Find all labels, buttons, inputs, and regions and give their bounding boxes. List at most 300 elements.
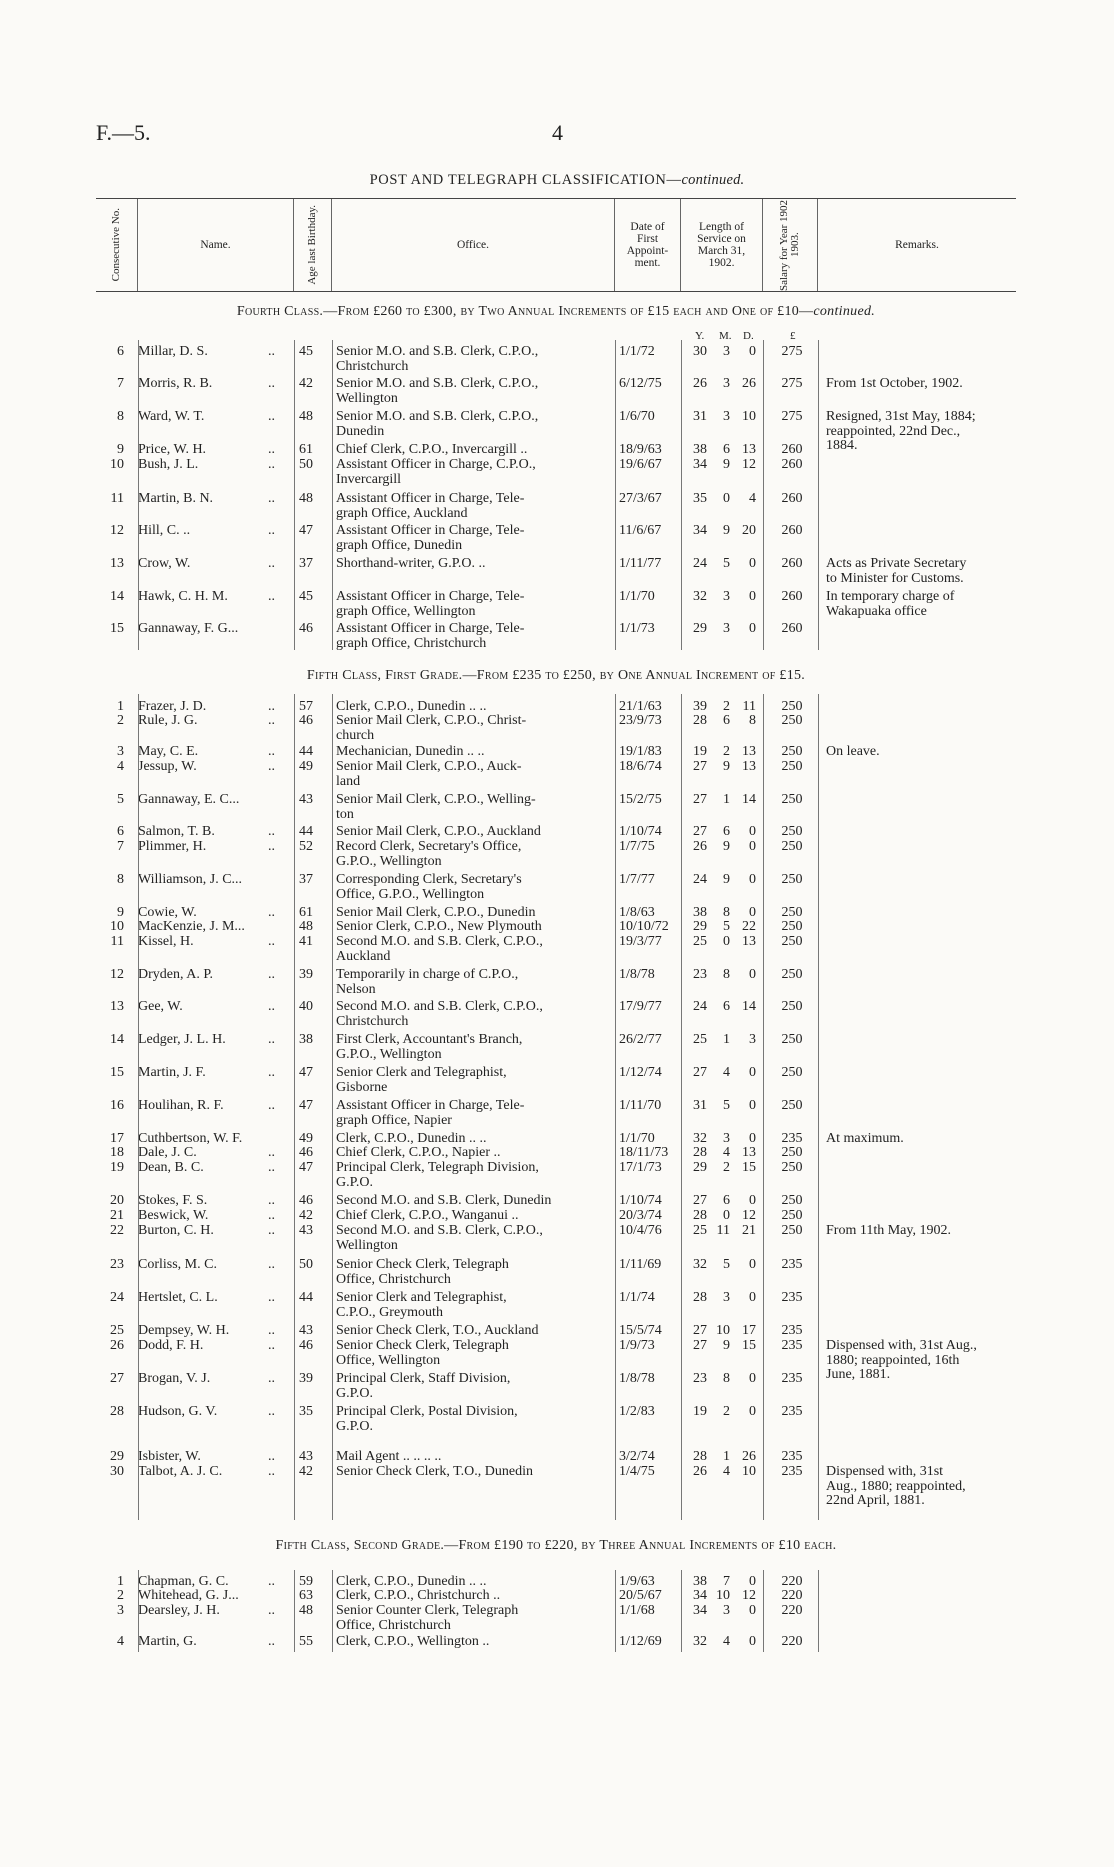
service-months: 5 [723,1098,730,1113]
unit-months: M. [719,330,732,342]
service-months: 4 [723,1065,730,1080]
table-header [96,198,1016,292]
service-days: 26 [742,376,756,391]
service-years: 23 [693,967,707,982]
service-months: 11 [716,1223,730,1238]
employee-name: Cowie, W. [138,905,197,920]
employee-name: Martin, B. N. [138,491,214,506]
service-days: 0 [749,905,756,920]
column-rule [681,1570,682,1652]
salary: 250 [781,1032,803,1047]
employee-name: Corliss, M. C. [138,1257,217,1272]
leader-dots: .. [268,1603,275,1618]
service-months: 1 [723,1032,730,1047]
service-months: 3 [723,409,730,424]
leader-dots: .. [268,376,275,391]
appointment-date: 23/9/73 [619,713,662,728]
service-years: 25 [693,934,707,949]
employee-name: Hertslet, C. L. [138,1290,218,1305]
age: 48 [299,491,313,506]
remarks: Dispensed with, 31st Aug., 1880; reappointed, 22nd April, 1881. [826,1464,966,1508]
salary: 250 [781,919,803,934]
service-years: 19 [693,1404,707,1419]
employee-name: Kissel, H. [138,934,194,949]
service-days: 14 [742,999,756,1014]
office: Assistant Officer in Charge, Tele- graph Office, Wellington [336,589,525,619]
employee-name: Plimmer, H. [138,839,207,854]
service-days: 0 [749,621,756,636]
remarks: At maximum. [826,1131,904,1146]
service-months: 5 [723,1257,730,1272]
row-number: 21 [110,1208,124,1223]
office: Clerk, C.P.O., Dunedin .. .. [336,1574,487,1589]
office: Assistant Officer in Charge, Tele- graph Office, Dunedin [336,523,525,553]
employee-name: Isbister, W. [138,1449,201,1464]
header-office: Office. [332,199,615,291]
service-days: 17 [742,1323,756,1338]
service-months: 6 [723,1193,730,1208]
row-number: 2 [117,713,124,728]
appointment-date: 10/4/76 [619,1223,662,1238]
service-months: 10 [716,1323,730,1338]
employee-name: Price, W. H. [138,442,207,457]
employee-name: Salmon, T. B. [138,824,215,839]
salary: 260 [781,523,803,538]
row-number: 29 [110,1449,124,1464]
age: 52 [299,839,313,854]
service-years: 23 [693,1371,707,1386]
salary: 250 [781,792,803,807]
age: 47 [299,1065,313,1080]
employee-name: Bush, J. L. [138,457,199,472]
employee-name: Dean, B. C. [138,1160,204,1175]
appointment-date: 1/7/75 [619,839,655,854]
service-days: 15 [742,1338,756,1353]
row-number: 11 [110,491,124,506]
service-years: 27 [693,792,707,807]
salary: 235 [781,1464,803,1479]
service-days: 0 [749,1404,756,1419]
salary: 250 [781,872,803,887]
service-months: 2 [723,744,730,759]
service-years: 27 [693,1193,707,1208]
employee-name: Cuthbertson, W. F. [138,1131,243,1146]
service-days: 3 [749,1032,756,1047]
office: Chief Clerk, C.P.O., Wanganui .. [336,1208,519,1223]
service-years: 34 [693,1603,707,1618]
service-months: 2 [723,1160,730,1175]
row-number: 3 [117,744,124,759]
leader-dots: .. [268,556,275,571]
salary: 235 [781,1449,803,1464]
service-days: 0 [749,1098,756,1113]
employee-name: Martin, G. [138,1634,197,1649]
office: Shorthand-writer, G.P.O. .. [336,556,486,571]
row-number: 6 [117,824,124,839]
row-number: 1 [117,699,124,714]
row-number: 15 [110,1065,124,1080]
row-number: 23 [110,1257,124,1272]
service-days: 10 [742,1464,756,1479]
age: 35 [299,1404,313,1419]
leader-dots: .. [268,1098,275,1113]
office: Assistant Officer in Charge, Tele- graph Office, Auckland [336,491,525,521]
row-number: 6 [117,344,124,359]
service-months: 6 [723,999,730,1014]
employee-name: Dempsey, W. H. [138,1323,230,1338]
section-heading-fifth-class-first-grade: Fifth Class, First Grade.—From £235 to £250, by One Annual Increment of £15. [306,668,806,683]
age: 49 [299,759,313,774]
appointment-date: 1/1/74 [619,1290,655,1305]
column-rule [615,340,616,650]
header-date: Date of First Appoint-ment. [615,199,681,291]
service-years: 29 [693,1160,707,1175]
age: 44 [299,824,313,839]
appointment-date: 1/12/69 [619,1634,662,1649]
leader-dots: .. [268,699,275,714]
salary: 260 [781,589,803,604]
employee-name: Hawk, C. H. M. [138,589,228,604]
salary: 220 [781,1603,803,1618]
office: Second M.O. and S.B. Clerk, C.P.O., Auckland [336,934,543,964]
leader-dots: .. [268,744,275,759]
service-years: 24 [693,556,707,571]
service-days: 0 [749,1574,756,1589]
column-rule [332,694,333,1520]
service-months: 8 [723,1371,730,1386]
service-days: 12 [742,1588,756,1603]
row-number: 16 [110,1098,124,1113]
salary: 250 [781,1065,803,1080]
age: 43 [299,1323,313,1338]
service-years: 38 [693,442,707,457]
service-days: 0 [749,1290,756,1305]
document-reference: F.—5. [96,120,151,145]
employee-name: Hudson, G. V. [138,1404,218,1419]
office: Chief Clerk, C.P.O., Invercargill .. [336,442,528,457]
service-years: 32 [693,1257,707,1272]
appointment-date: 1/1/73 [619,621,655,636]
office: Record Clerk, Secretary's Office, G.P.O., Wellington [336,839,522,869]
office: Senior Mail Clerk, C.P.O., Dunedin [336,905,536,920]
employee-name: Dearsley, J. H. [138,1603,220,1618]
service-months: 9 [723,839,730,854]
row-number: 17 [110,1131,124,1146]
age: 57 [299,699,313,714]
employee-name: Rule, J. G. [138,713,198,728]
service-years: 26 [693,376,707,391]
column-rule [818,694,819,1520]
salary: 250 [781,1223,803,1238]
appointment-date: 1/9/73 [619,1338,655,1353]
office: Assistant Officer in Charge, Tele- graph Office, Christchurch [336,621,525,651]
employee-name: Gee, W. [138,999,183,1014]
age: 41 [299,934,313,949]
age: 50 [299,457,313,472]
row-number: 30 [110,1464,124,1479]
remarks: In temporary charge of Wakapuaka office [826,589,955,619]
office: Principal Clerk, Staff Division, G.P.O. [336,1371,511,1401]
remarks: Dispensed with, 31st Aug., 1880; reappointed, 16th June, 1881. [826,1338,977,1382]
employee-name: Houlihan, R. F. [138,1098,224,1113]
office: Clerk, C.P.O., Wellington .. [336,1634,490,1649]
column-rule [615,1570,616,1652]
age: 39 [299,967,313,982]
salary: 250 [781,824,803,839]
header-length-of-service: Length of Service on March 31, 1902. [681,199,763,291]
service-days: 0 [749,1257,756,1272]
service-years: 32 [693,1634,707,1649]
office: Mechanician, Dunedin .. .. [336,744,485,759]
service-years: 28 [693,1208,707,1223]
age: 43 [299,1223,313,1238]
service-months: 9 [723,872,730,887]
appointment-date: 1/12/74 [619,1065,662,1080]
office: Senior Mail Clerk, C.P.O., Auck- land [336,759,522,789]
office: Senior Mail Clerk, C.P.O., Christ- church [336,713,527,743]
appointment-date: 19/6/67 [619,457,662,472]
salary: 260 [781,457,803,472]
service-years: 27 [693,824,707,839]
leader-dots: .. [268,999,275,1014]
salary: 220 [781,1634,803,1649]
employee-name: Morris, R. B. [138,376,213,391]
service-months: 0 [723,491,730,506]
row-number: 11 [110,934,124,949]
salary: 250 [781,1193,803,1208]
age: 43 [299,1449,313,1464]
service-years: 31 [693,1098,707,1113]
section-heading-fourth-class: Fourth Class.—From £260 to £300, by Two Annual Increments of £15 each and One of £10—continued. [236,304,876,319]
employee-name: Brogan, V. J. [138,1371,211,1386]
column-rule [818,340,819,650]
service-years: 32 [693,1131,707,1146]
unit-days: D. [743,330,754,342]
salary: 260 [781,491,803,506]
appointment-date: 10/10/72 [619,919,669,934]
employee-name: Ward, W. T. [138,409,205,424]
column-rule [332,340,333,650]
leader-dots: .. [268,1160,275,1175]
salary: 250 [781,713,803,728]
salary: 250 [781,999,803,1014]
salary: 235 [781,1257,803,1272]
service-months: 1 [723,792,730,807]
service-years: 27 [693,1065,707,1080]
age: 48 [299,409,313,424]
age: 44 [299,744,313,759]
employee-name: Hill, C. .. [138,523,191,538]
service-years: 24 [693,999,707,1014]
leader-dots: .. [268,1464,275,1479]
employee-name: Dryden, A. P. [138,967,214,982]
service-days: 0 [749,344,756,359]
leader-dots: .. [268,457,275,472]
service-years: 26 [693,839,707,854]
employee-name: Millar, D. S. [138,344,208,359]
remarks: Acts as Private Secretary to Minister for Customs. [826,556,967,586]
row-number: 4 [117,759,124,774]
service-years: 29 [693,919,707,934]
service-days: 26 [742,1449,756,1464]
column-rule [138,340,139,650]
header-salary: Salary for Year 1902 1903. [763,199,818,291]
salary: 260 [781,621,803,636]
age: 38 [299,1032,313,1047]
service-years: 32 [693,589,707,604]
salary: 235 [781,1338,803,1353]
leader-dots: .. [268,759,275,774]
age: 47 [299,523,313,538]
appointment-date: 26/2/77 [619,1032,662,1047]
leader-dots: .. [268,839,275,854]
service-days: 13 [742,934,756,949]
row-number: 27 [110,1371,124,1386]
service-years: 28 [693,1145,707,1160]
office: Mail Agent .. .. .. .. [336,1449,442,1464]
service-years: 31 [693,409,707,424]
office: Second M.O. and S.B. Clerk, C.P.O., Wellington [336,1223,543,1253]
office: Senior Check Clerk, Telegraph Office, Wellington [336,1338,509,1368]
salary: 250 [781,699,803,714]
service-days: 22 [742,919,756,934]
service-days: 13 [742,1145,756,1160]
service-years: 24 [693,872,707,887]
header-consecutive-no: Consecutive No. [96,199,138,291]
service-months: 9 [723,457,730,472]
appointment-date: 19/3/77 [619,934,662,949]
office: Clerk, C.P.O., Dunedin .. .. [336,1131,487,1146]
service-days: 13 [742,744,756,759]
employee-name: Beswick, W. [138,1208,209,1223]
service-years: 19 [693,744,707,759]
leader-dots: .. [268,344,275,359]
column-rule [138,694,139,1520]
row-number: 4 [117,1634,124,1649]
row-number: 18 [110,1145,124,1160]
employee-name: Dale, J. C. [138,1145,197,1160]
employee-name: Martin, J. F. [138,1065,206,1080]
header-remarks: Remarks. [895,239,939,251]
row-number: 19 [110,1160,124,1175]
service-days: 0 [749,589,756,604]
service-years: 28 [693,1290,707,1305]
appointment-date: 18/11/73 [619,1145,669,1160]
office: Senior M.O. and S.B. Clerk, C.P.O., Wellington [336,376,539,406]
service-years: 28 [693,1449,707,1464]
service-days: 0 [749,556,756,571]
column-rule [763,694,764,1520]
service-days: 13 [742,759,756,774]
remarks: Resigned, 31st May, 1884; reappointed, 22nd Dec., 1884. [826,409,976,453]
appointment-date: 1/7/77 [619,872,655,887]
appointment-date: 18/9/63 [619,442,662,457]
appointment-date: 6/12/75 [619,376,662,391]
row-number: 7 [117,839,124,854]
employee-name: Stokes, F. S. [138,1193,208,1208]
service-years: 38 [693,1574,707,1589]
office: Clerk, C.P.O., Dunedin .. .. [336,699,487,714]
appointment-date: 1/11/69 [619,1257,662,1272]
remarks: From 11th May, 1902. [826,1223,951,1238]
employee-name: Ledger, J. L. H. [138,1032,226,1047]
salary: 235 [781,1290,803,1305]
age: 61 [299,442,313,457]
appointment-date: 17/1/73 [619,1160,662,1175]
age: 46 [299,1338,313,1353]
leader-dots: .. [268,1323,275,1338]
age: 42 [299,1208,313,1223]
appointment-date: 15/2/75 [619,792,662,807]
leader-dots: .. [268,1404,275,1419]
age: 42 [299,1464,313,1479]
row-number: 2 [117,1588,124,1603]
office: Senior Check Clerk, Telegraph Office, Christchurch [336,1257,509,1287]
leader-dots: .. [268,1574,275,1589]
age: 59 [299,1574,313,1589]
leader-dots: .. [268,1193,275,1208]
service-years: 27 [693,759,707,774]
age: 42 [299,376,313,391]
employee-name: MacKenzie, J. M... [138,919,245,934]
employee-name: Dodd, F. H. [138,1338,204,1353]
age: 40 [299,999,313,1014]
employee-name: Talbot, A. J. C. [138,1464,223,1479]
row-number: 14 [110,1032,124,1047]
service-years: 25 [693,1032,707,1047]
appointment-date: 1/1/72 [619,344,655,359]
service-days: 0 [749,1371,756,1386]
service-days: 12 [742,457,756,472]
salary: 235 [781,1371,803,1386]
service-days: 0 [749,839,756,854]
employee-name: Burton, C. H. [138,1223,214,1238]
row-number: 3 [117,1603,124,1618]
leader-dots: .. [268,1634,275,1649]
salary: 250 [781,1145,803,1160]
service-months: 3 [723,621,730,636]
service-days: 0 [749,824,756,839]
office: Senior Check Clerk, T.O., Auckland [336,1323,539,1338]
row-number: 13 [110,999,124,1014]
employee-name: Jessup, W. [138,759,197,774]
remarks: On leave. [826,744,880,759]
salary: 250 [781,934,803,949]
service-months: 3 [723,1131,730,1146]
service-months: 7 [723,1574,730,1589]
office: Senior M.O. and S.B. Clerk, C.P.O., Christchurch [336,344,539,374]
service-years: 25 [693,1223,707,1238]
service-months: 10 [716,1588,730,1603]
age: 47 [299,1098,313,1113]
office: Senior Clerk, C.P.O., New Plymouth [336,919,542,934]
leader-dots: .. [268,1338,275,1353]
service-days: 0 [749,1131,756,1146]
service-months: 4 [723,1634,730,1649]
service-days: 14 [742,792,756,807]
age: 48 [299,919,313,934]
service-months: 5 [723,919,730,934]
appointment-date: 1/8/78 [619,1371,655,1386]
age: 61 [299,905,313,920]
salary: 250 [781,1208,803,1223]
age: 50 [299,1257,313,1272]
row-number: 10 [110,457,124,472]
service-months: 6 [723,824,730,839]
service-months: 6 [723,442,730,457]
office: Temporarily in charge of C.P.O., Nelson [336,967,519,997]
row-number: 10 [110,919,124,934]
